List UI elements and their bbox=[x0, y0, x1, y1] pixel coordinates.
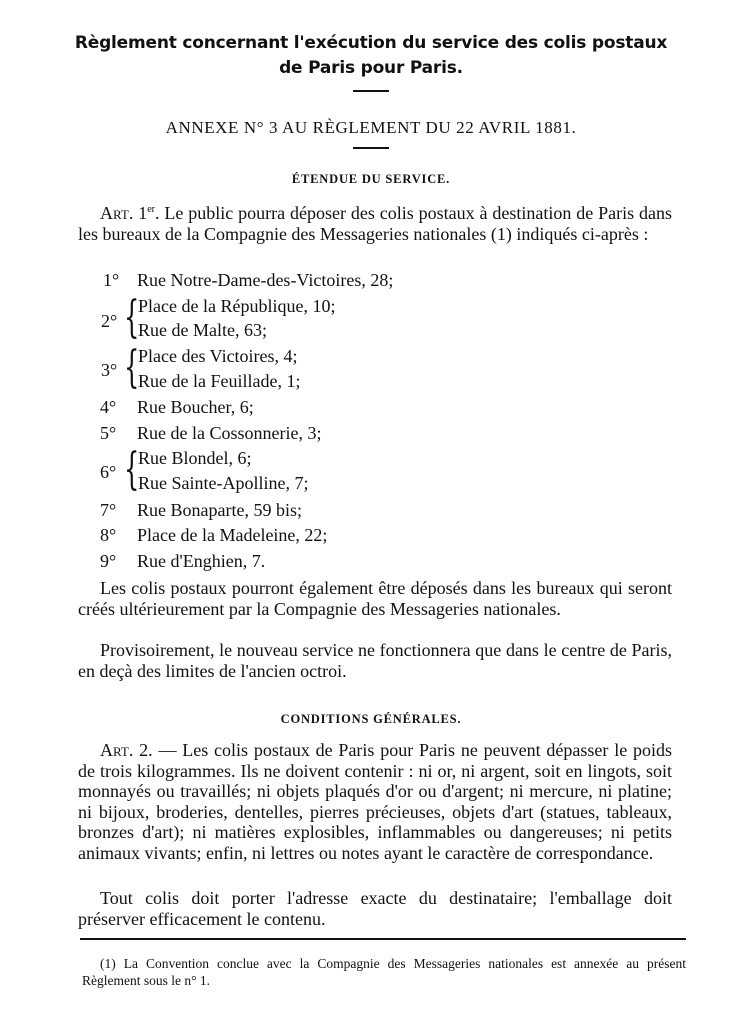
article-2-paragraph bbox=[78, 740, 672, 863]
address-number: 1° bbox=[103, 270, 120, 290]
address-number: 3° bbox=[101, 360, 118, 380]
footnote-rule bbox=[80, 938, 686, 940]
annexe-rule bbox=[353, 147, 389, 149]
brace-icon: { bbox=[124, 292, 140, 343]
address-line: Rue Boucher, 6; bbox=[137, 397, 254, 417]
title-rule bbox=[353, 90, 389, 92]
article-1-label: Art. 1 bbox=[100, 203, 148, 223]
title-line-1: Règlement concernant l'exécution du service des colis postaux bbox=[74, 33, 668, 53]
footnote bbox=[82, 955, 686, 989]
address-line: Rue Sainte-Apolline, 7; bbox=[138, 473, 309, 493]
address-number: 5° bbox=[100, 423, 117, 443]
section-heading-conditions: CONDITIONS GÉNÉRALES. bbox=[280, 712, 462, 726]
footnote-text: (1) La Convention conclue avec la Compagnie des Messageries nationales est annexée au présent Règlement sous le n° 1. bbox=[82, 956, 686, 988]
address-number: 2° bbox=[101, 311, 118, 331]
article-2-label: Art. 2. bbox=[100, 740, 153, 760]
annexe-heading: ANNEXE N° 3 AU RÈGLEMENT DU 22 AVRIL 1881. bbox=[165, 118, 577, 137]
address-line: Rue de la Cossonnerie, 3; bbox=[137, 423, 322, 443]
article-1-paragraph bbox=[78, 200, 672, 244]
address-line: Rue Notre-Dame-des-Victoires, 28; bbox=[137, 270, 394, 290]
address-line: Rue d'Enghien, 7. bbox=[137, 551, 266, 571]
title-line-2: de Paris pour Paris. bbox=[279, 58, 463, 78]
address-line: Place des Victoires, 4; bbox=[138, 346, 298, 366]
address-line: Rue de la Feuillade, 1; bbox=[138, 371, 301, 391]
address-number: 6° bbox=[100, 462, 117, 482]
other-bureaux-text: Les colis postaux pourront également être déposés dans les bureaux qui seront créés ultérieurement par la Compagnie des Messageries nationales. bbox=[78, 578, 672, 619]
brace-icon: { bbox=[124, 342, 140, 393]
article-2-text: — Les colis postaux de Paris pour Paris ne peuvent dépasser le poids de trois kilogrammes. Ils ne doivent contenir : ni or, ni argent, soit en lingots, soit monnayés ou travaillés; ni objets plaqués d'or ou d'argent; ni mercure, ni platine; ni bijoux, broderies, dentelles, pierres précieuses, objets d'art (statues, tableaux, bronzes d'art); ni matières explosibles, inflammables ou dangereuses; ni petits animaux vivants; enfin, ni lettres ou notes ayant le caractère de correspondance. bbox=[78, 740, 672, 863]
other-bureaux-paragraph bbox=[78, 578, 672, 619]
article-1-sup: er bbox=[147, 204, 155, 215]
address-number: 7° bbox=[100, 500, 117, 520]
brace-icon: { bbox=[124, 444, 140, 495]
provisoirement-text: Provisoirement, le nouveau service ne fonctionnera que dans le centre de Paris, en deçà des limites de l'ancien octroi. bbox=[78, 640, 672, 681]
section-heading-etendue: ÉTENDUE DU SERVICE. bbox=[291, 172, 451, 186]
address-line: Place de la Madeleine, 22; bbox=[137, 525, 328, 545]
address-line: Rue Blondel, 6; bbox=[138, 448, 252, 468]
adresse-paragraph bbox=[78, 888, 672, 929]
address-number: 9° bbox=[100, 551, 117, 571]
adresse-text: Tout colis doit porter l'adresse exacte du destinataire; l'emballage doit préserver efficacement le contenu. bbox=[78, 888, 672, 929]
address-number: 8° bbox=[100, 525, 117, 545]
address-line: Rue Bonaparte, 59 bis; bbox=[137, 500, 302, 520]
address-line: Place de la République, 10; bbox=[138, 296, 336, 316]
address-line: Rue de Malte, 63; bbox=[138, 320, 267, 340]
article-1-text: . Le public pourra déposer des colis postaux à destination de Paris dans les bureaux de la Compagnie des Messageries nationales (1) indiqués ci-après : bbox=[78, 203, 672, 244]
provisoirement-paragraph bbox=[78, 640, 672, 681]
address-number: 4° bbox=[100, 397, 117, 417]
